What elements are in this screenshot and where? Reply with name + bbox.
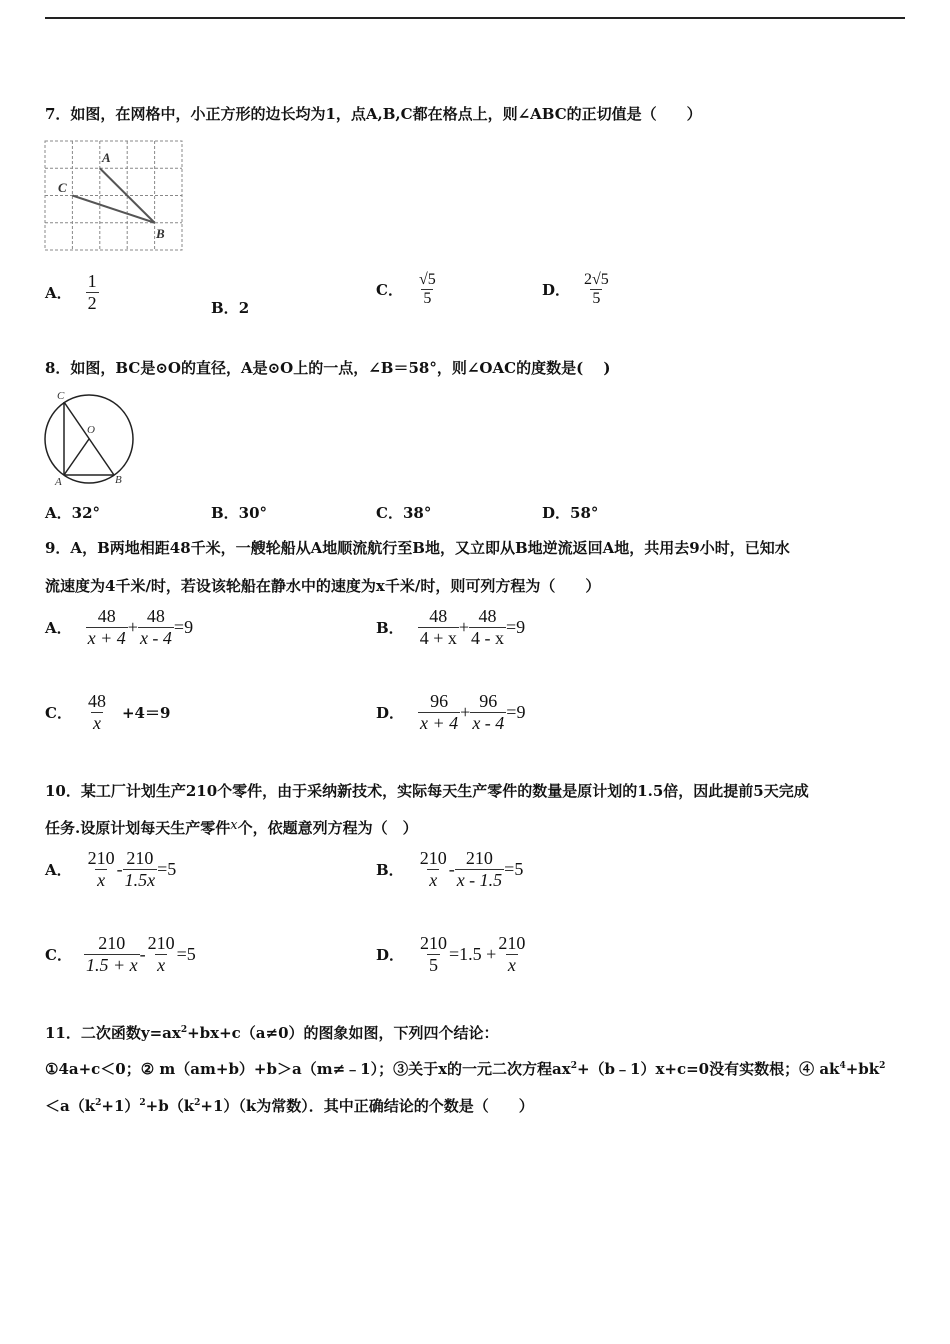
q8-label-c: C xyxy=(57,390,65,402)
q8-label-a: A xyxy=(55,476,62,488)
q11-line1: 11．二次函数$y=ax^2+bx+c(a\ne 0)$的图象如图，下列四个结论： xyxy=(45,1024,499,1042)
q11-line3: $<a(k^2+1)^2+b(k^2+1)(k$为常数）．其中正确结论的个数是（ ） xyxy=(45,1097,534,1115)
q11-line2: ①4a+c＜0；② m（am+b）+b＞a（m≠﹣1）；③关于x的一元二次方程$ax^2+(b﹣1)x+c=0$没有实数根；④ $ak^4+bk^2$ xyxy=(45,1060,886,1078)
q9-line1: 9．A，B两地相距48千米，一艘轮船从A地顺流航行至B地，又立即从B地逆流返回A地，共用去9小时，已知水 xyxy=(45,539,790,557)
q7-option-a[interactable]: A． $\frac{1}{2}$ xyxy=(45,271,97,313)
q9-option-a[interactable]: A． $\frac{48}{x + 4}$ + $\frac{48}{x - 4}$ =9 xyxy=(45,606,194,648)
q10-option-b[interactable]: B． $\frac{210}{x}$ - $\frac{210}{x - 1.5}$ =5 xyxy=(376,848,524,890)
q10-option-d[interactable]: D． $\frac{210}{5}$ =1.5 + $\frac{210}{x}$ xyxy=(376,933,526,975)
q10-line2: 任务.设原计划每天生产零件x个，依题意列方程为（ ） xyxy=(45,818,418,837)
q9-option-c[interactable]: C． $\frac{48}{x}$ +4＝9 xyxy=(45,691,171,733)
q7-text: 7．如图，在网格中，小正方形的边长均为1，点A,B,C都在格点上，则∠ABC的正切值是（ ） xyxy=(45,105,702,123)
q8-text: 8．如图，BC是⊙O的直径，A是⊙O上的一点，∠B＝58°，则∠OAC的度数是( ) xyxy=(45,359,611,377)
q9-line2: 流速度为4千米/时，若设该轮船在静水中的速度为x千米/时，则可列方程为（ ） xyxy=(45,577,601,595)
q8-circle-figure xyxy=(40,387,140,489)
q8-option-c[interactable]: C．38° xyxy=(376,504,432,522)
q7-option-d[interactable]: D． $\frac{2√5}{5}$ xyxy=(542,271,609,308)
q8-option-a[interactable]: A．32° xyxy=(45,504,101,522)
q10-line1: 10．某工厂计划生产210个零件，由于采纳新技术，实际每天生产零件的数量是原计划的1.5倍，因此提前5天完成 xyxy=(45,782,809,800)
q8-option-d[interactable]: D．58° xyxy=(542,504,599,522)
q7-grid-figure xyxy=(44,140,184,252)
q8-option-b[interactable]: B．30° xyxy=(211,504,268,522)
q7-label-c: C xyxy=(58,180,67,195)
q8-label-b: B xyxy=(115,474,122,486)
q9-option-d[interactable]: D． $\frac{96}{x + 4}$ + $\frac{96}{x - 4}$ =9 xyxy=(376,691,526,733)
q9-option-b[interactable]: B． $\frac{48}{4 + x}$ + $\frac{48}{4 - x}$ =9 xyxy=(376,606,526,648)
q7-label-a: A xyxy=(102,150,111,165)
top-rule xyxy=(45,17,905,19)
q7-label-b: B xyxy=(156,226,165,241)
q10-option-a[interactable]: A． $\frac{210}{x}$ - $\frac{210}{1.5x}$ =5 xyxy=(45,848,177,890)
q7-option-b[interactable]: B．2 xyxy=(211,299,250,317)
q8-label-o: O xyxy=(87,424,95,436)
q10-option-c[interactable]: C． $\frac{210}{1.5 + x}$ - $\frac{210}{x}$ =5 xyxy=(45,933,196,975)
q7-option-c[interactable]: C． $\frac{√5}{5}$ xyxy=(376,271,436,308)
